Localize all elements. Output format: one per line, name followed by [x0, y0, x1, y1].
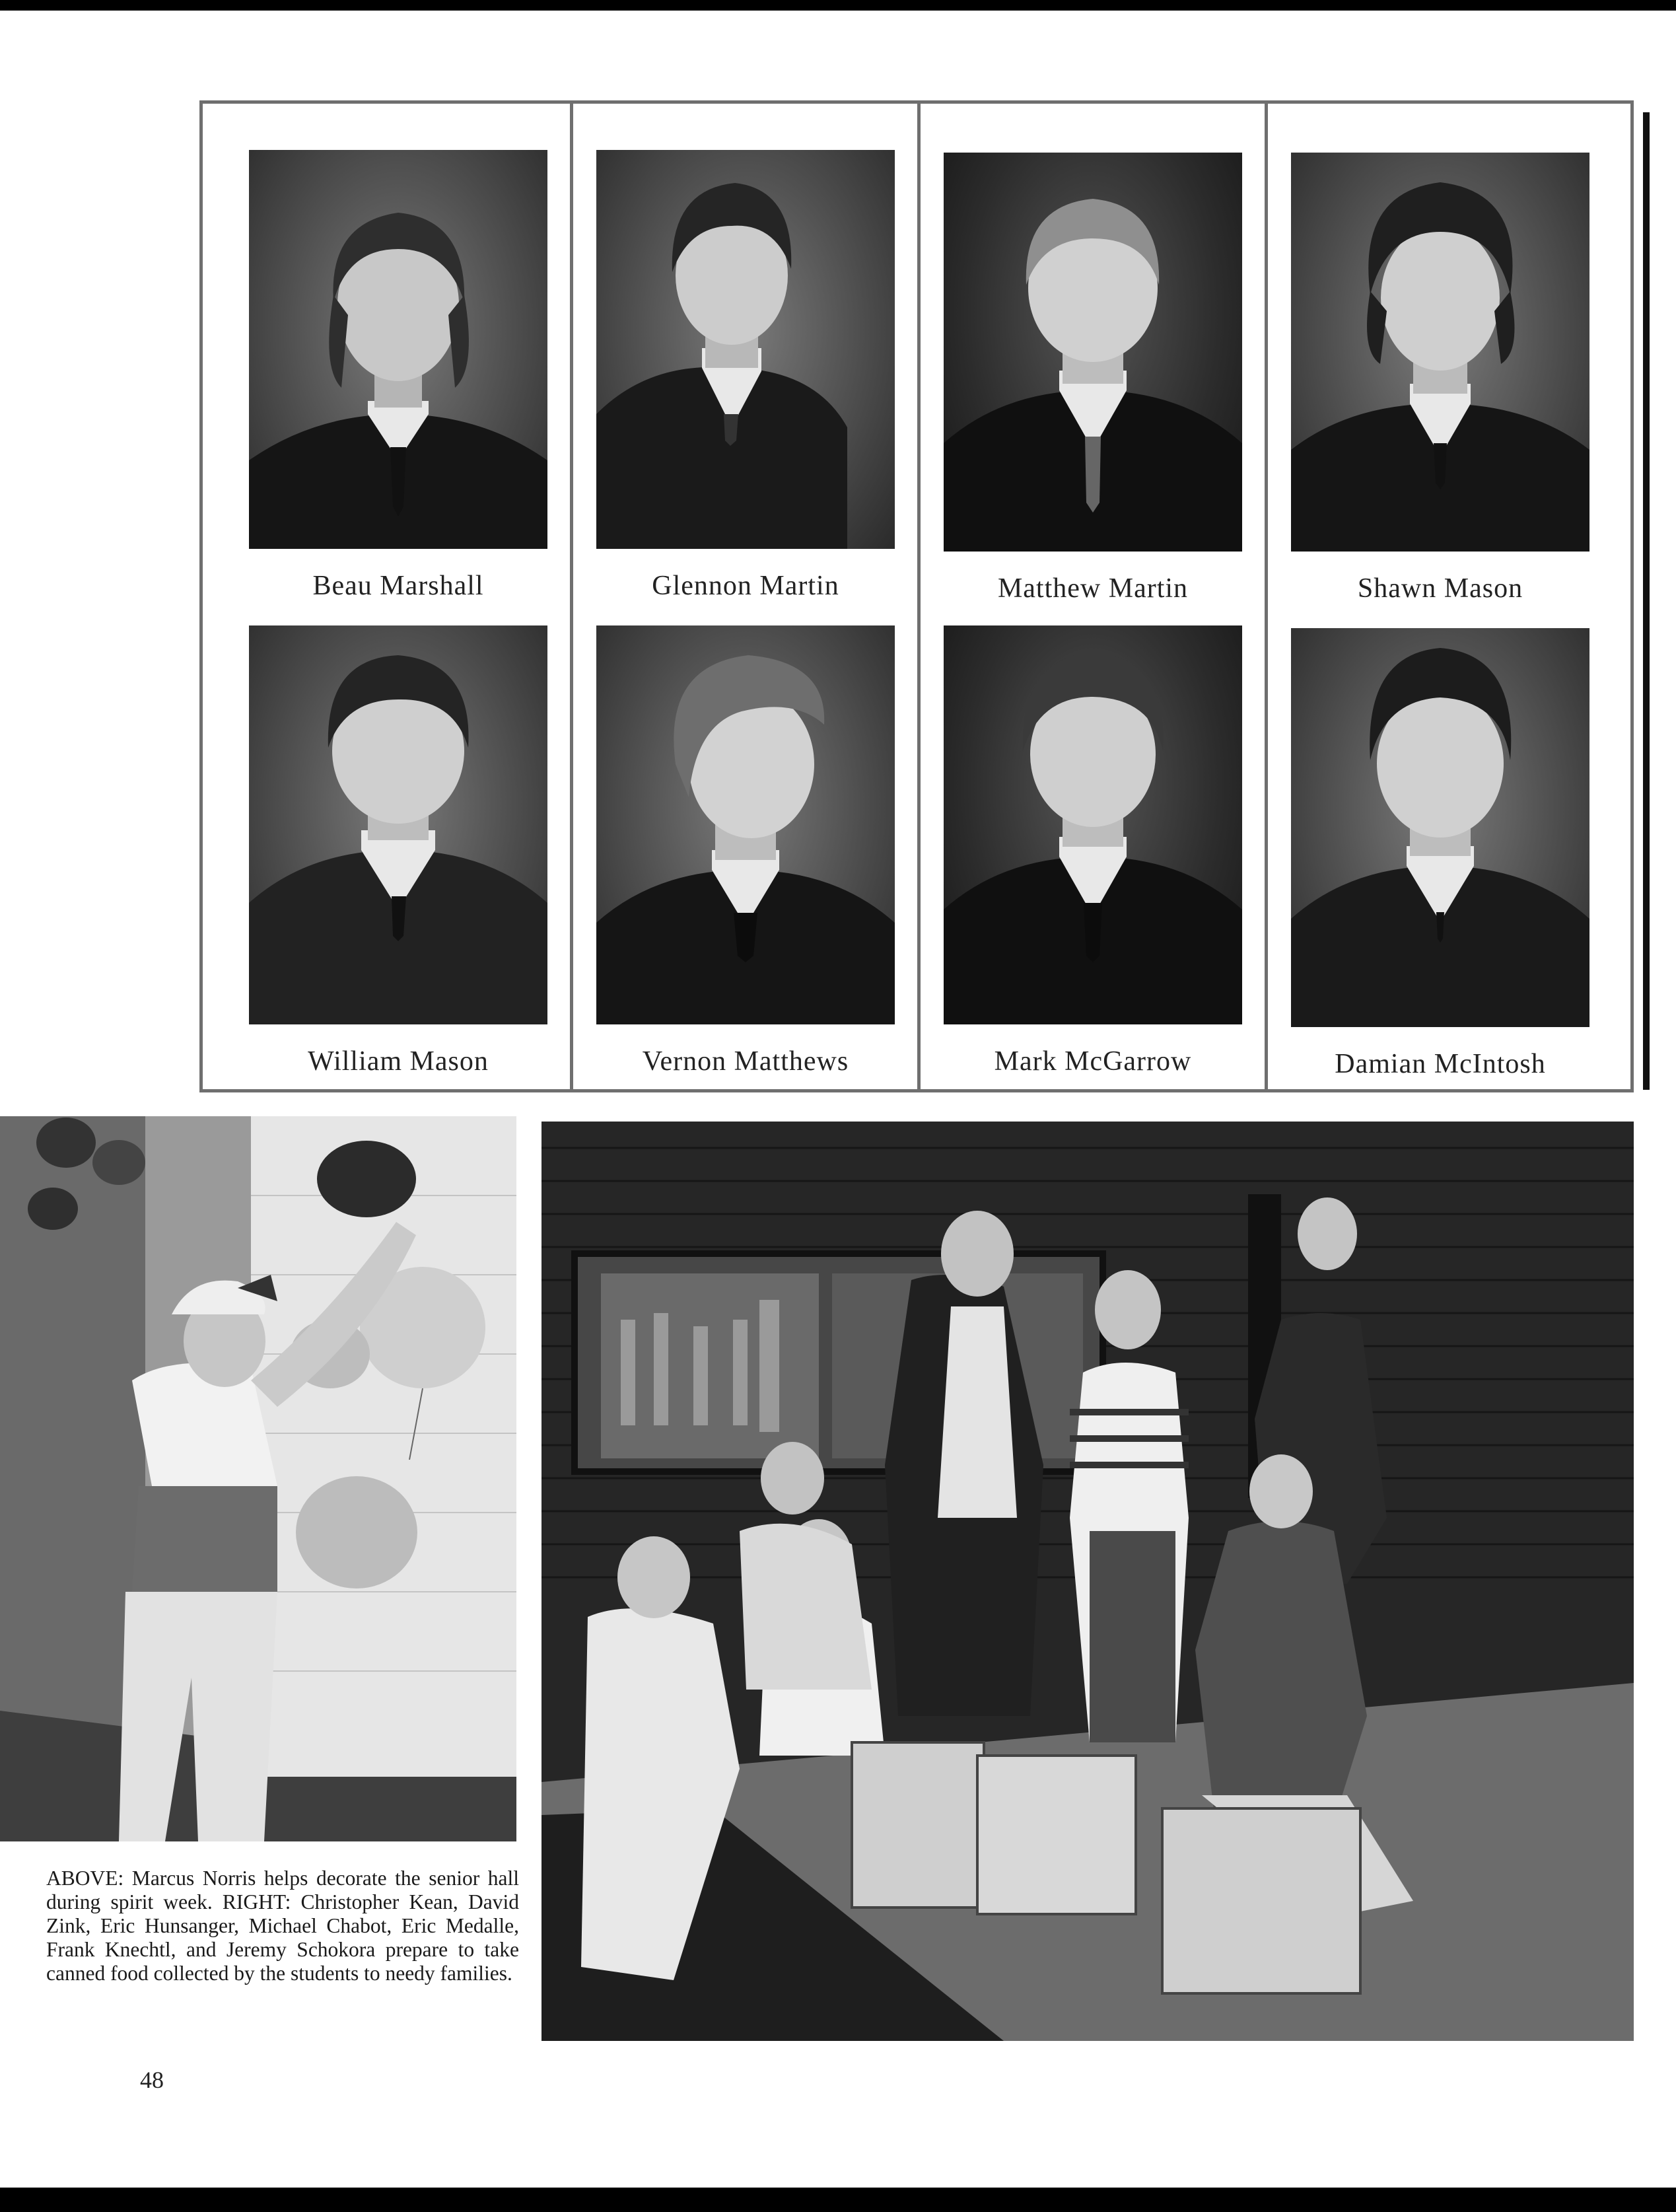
portrait-cell: [944, 153, 1242, 615]
portrait-cell: [596, 625, 895, 1088]
portrait-name: Vernon Matthews: [642, 1046, 849, 1077]
page-number: 48: [140, 2067, 164, 2093]
portrait-photo: [944, 625, 1242, 1024]
grid-divider: [570, 104, 573, 1089]
scan-border-bottom: [0, 2188, 1676, 2212]
portrait-cell: [944, 625, 1242, 1088]
spirit-week-photo: [0, 1116, 516, 1841]
portrait-cell: [596, 150, 895, 612]
senior-portrait-grid: [199, 100, 1634, 1092]
portrait-photo: [1291, 628, 1589, 1027]
canned-food-drive-photo: [541, 1122, 1634, 2041]
portrait-photo: [944, 153, 1242, 552]
grid-divider: [917, 104, 921, 1089]
portrait-cell: [249, 625, 547, 1088]
portrait-cell: [1291, 628, 1589, 1090]
portrait-name: Shawn Mason: [1357, 573, 1523, 604]
portrait-photo: [1291, 153, 1589, 552]
portrait-cell: [1291, 153, 1589, 615]
scan-border-top: [0, 0, 1676, 11]
scan-edge: [1643, 112, 1650, 1090]
portrait-photo: [249, 150, 547, 549]
portrait-photo: [249, 625, 547, 1024]
photo-caption: ABOVE: Marcus Norris helps decorate the senior hall during spirit week. RIGHT: Christopher Kean, David Zink, Eric Hunsanger, Michael Chabot, Eric Medalle, Frank Knechtl, and Jeremy Schokora prepare to take canned food collected by the students to needy families.: [46, 1867, 519, 1985]
portrait-name: Mark McGarrow: [994, 1046, 1192, 1077]
portrait-name: William Mason: [308, 1046, 489, 1077]
portrait-name: Matthew Martin: [997, 573, 1189, 604]
grid-divider: [1265, 104, 1268, 1089]
portrait-name: Glennon Martin: [652, 571, 839, 601]
portrait-cell: [249, 150, 547, 612]
portrait-photo: [596, 150, 895, 549]
portrait-name: Damian McIntosh: [1335, 1049, 1546, 1079]
portrait-photo: [596, 625, 895, 1024]
portrait-name: Beau Marshall: [312, 571, 484, 601]
